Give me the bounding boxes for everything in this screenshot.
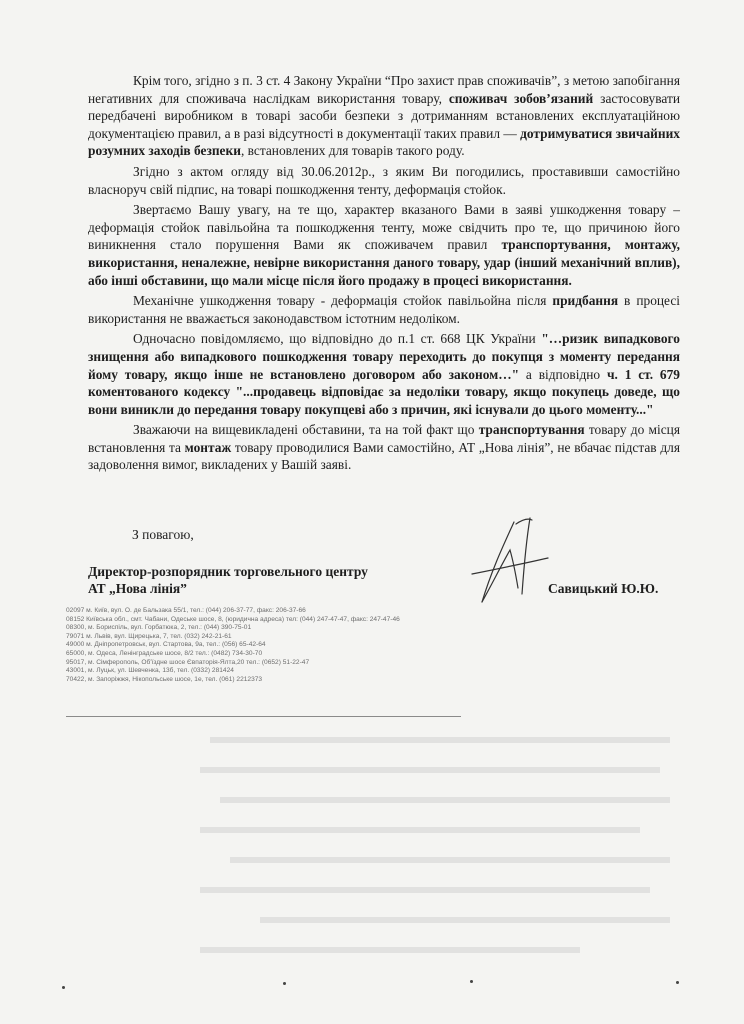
scan-speck: [676, 981, 679, 984]
company-addresses: [66, 607, 496, 684]
signer-name: Савицький Ю.Ю.: [548, 581, 659, 596]
address-line: 95017, м. Сімферополь, Об'їздне шосе Євпаторія-Ялта,20 тел.: (0652) 51-22-47: [66, 658, 310, 666]
address-line: 08300, м. Бориспіль, вул. Горбатюка, 2, тел.: (044) 390-75-01: [66, 624, 252, 632]
footer-divider: [66, 716, 461, 717]
address-line: 08152 Київська обл., смт. Чабани, Одеське шосе, 8, (юридична адреса) тел: (044) 247-47-47, факс: 247-47-46: [66, 615, 400, 623]
scan-speck: [283, 982, 286, 985]
paragraph-conclusion: Зважаючи на вищевикладені обставини, та на той факт що транспортування товару до місця встановлення та монтаж товару проводилися Вами самостійно, АТ „Нова лінія”, не вбачає підстав для задоволення вимог, викладених у Вашій заяві.: [88, 422, 680, 473]
closing-phrase: З повагою,: [132, 527, 194, 542]
handwritten-signature: [452, 514, 562, 606]
address-line: 65000, м. Одеса, Ленінградське шосе, 8/2 тел.: (0482) 734-30-70: [66, 649, 263, 657]
scan-speck: [470, 980, 473, 983]
paragraph-civil-code: Одночасно повідомляємо, що відповідно до п.1 ст. 668 ЦК України "…ризик випадкового знищення або випадкового пошкодження товару переходить до покупця з моменту передання йому товару, якщо інше не встановлено договором або законом…" а відповідно ч. 1 ст. 679 коментованого кодексу "...продавець відповідає за недоліки товару, якщо покупець доведе, що вони виникли до передання товару покупцеві або з причин, які існували до цього моменту...": [88, 331, 681, 417]
signatory-position: Директор-розпорядник торговельного центру: [88, 564, 368, 579]
paragraph-inspection-act: Згідно з актом огляду від 30.06.2012р., з яким Ви погодились, проставивши самостійно власноруч свій підпис, на товарі пошкодження тенту, деформація стойок.: [88, 163, 680, 197]
show-through-text: [200, 730, 680, 960]
letter-body: [88, 72, 680, 477]
address-line: 70422, м. Запоріжжя, Нікопольське шосе, 1е, тел. (061) 2212373: [66, 675, 263, 683]
paragraph-consumer-duty: Крім того, згідно з п. 3 ст. 4 Закону України “Про захист прав споживачів”, з метою запобігання негативних для споживача наслідкам використання товару, споживач зобов’язаний застосовувати передбачені виробником в товарі засоби безпеки з дотриманням встановлених експлуатаційною документацією правил, а в разі відсутності в документації таких правил — дотримуватися звичайних розумних заходів безпеки, встановлених для товарів такого роду.: [88, 73, 680, 159]
company-name: АТ „Нова лінія”: [88, 581, 187, 596]
address-line: 79071 м. Львів, вул. Щирецька, 7, тел. (032) 242-21-61: [66, 632, 232, 640]
address-line: 43001, м. Луцьк, ул. Шевченка, 13б, тел. (0332) 281424: [66, 667, 234, 675]
paragraph-mechanical-damage: Механічне ушкодження товару - деформація стойок павільойна після придбання в процесі використання не вважається законодавством істотним недоліком.: [88, 293, 680, 326]
address-line: 02097 м. Київ, вул. О. де Бальзака 55/1, тел.: (044) 206-37-77, факс: 206-37-66: [66, 607, 306, 614]
address-line: 49000 м. Дніпропетровськ, вул. Стартова, 9а, тел.: (056) 65-42-64: [66, 641, 266, 649]
scan-speck: [62, 986, 65, 989]
signatory-title: [88, 563, 368, 597]
paragraph-damage-cause: Звертаємо Вашу увагу, на те що, характер вказаного Вами в заяві ушкодження товару – деформація стойок павільойна та пошкодження тенту, може свідчить про те, що причиною його виникнення стало порушення Вами як споживачем правил транспортування, монтажу, використання, неналежне, невірне використання даного товару, удар (інший механічний вплив), або інші обставини, що мали місце після його продажу в процесі використання.: [88, 202, 680, 288]
